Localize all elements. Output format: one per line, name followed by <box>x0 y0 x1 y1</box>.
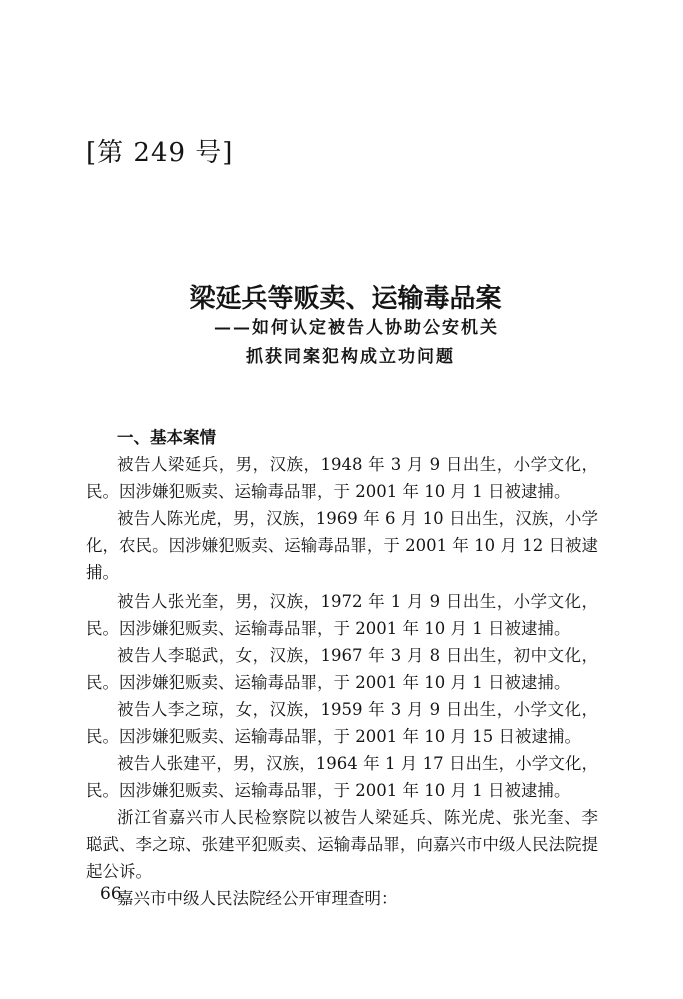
paragraph-line: 民。因涉嫌犯贩卖、运输毒品罪，于 2001 年 10 月 1 日被逮捕。 <box>86 781 571 800</box>
paragraph-line: 被告人李聪武，女，汉族，1967 年 3 月 8 日出生，初中文化， <box>117 646 598 665</box>
paragraph-line: 民。因涉嫌犯贩卖、运输毒品罪，于 2001 年 10 月 1 日被逮捕。 <box>86 673 571 692</box>
paragraph-line: 被告人李之琼，女，汉族，1959 年 3 月 9 日出生，小学文化， <box>117 700 598 719</box>
paragraph-line: 民。因涉嫌犯贩卖、运输毒品罪，于 2001 年 10 月 1 日被逮捕。 <box>86 482 571 501</box>
document-body <box>86 424 598 912</box>
paragraph-line: 被告人梁延兵，男，汉族，1948 年 3 月 9 日出生，小学文化， <box>117 455 598 474</box>
paragraph-line: 民。因涉嫌犯贩卖、运输毒品罪，于 2001 年 10 月 1 日被逮捕。 <box>86 619 571 638</box>
document-title: 梁延兵等贩卖、运输毒品案 <box>189 284 502 314</box>
paragraph-line: 浙江省嘉兴市人民检察院以被告人梁延兵、陈光虎、张光奎、李 <box>117 808 598 827</box>
paragraph-line: 被告人陈光虎，男，汉族，1969 年 6 月 10 日出生，汉族，小学 <box>117 509 598 528</box>
paragraph-line: 起公诉。 <box>86 862 152 881</box>
page-number: 66 <box>100 884 122 904</box>
paragraph-line: 化，农民。因涉嫌犯贩卖、运输毒品罪，于 2001 年 10 月 12 日被逮 <box>86 536 598 555</box>
case-number: [第 249 号] <box>86 138 234 168</box>
subtitle-line-2: 抓获同案犯构成立功问题 <box>246 347 455 367</box>
subtitle-line-1: ——如何认定被告人协助公安机关 <box>214 318 499 338</box>
paragraph-line: 民。因涉嫌犯贩卖、运输毒品罪，于 2001 年 10 月 15 日被逮捕。 <box>86 727 581 746</box>
paragraph-line: 捕。 <box>86 563 119 582</box>
paragraph-line: 嘉兴市中级人民法院经公开审理查明： <box>117 889 398 908</box>
paragraph-line: 聪武、李之琼、张建平犯贩卖、运输毒品罪，向嘉兴市中级人民法院提 <box>86 835 598 854</box>
section-heading: 一、基本案情 <box>117 428 216 447</box>
paragraph-line: 被告人张光奎，男，汉族，1972 年 1 月 9 日出生，小学文化， <box>117 592 598 611</box>
paragraph-line: 被告人张建平，男，汉族，1964 年 1 月 17 日出生，小学文化， <box>117 754 598 773</box>
